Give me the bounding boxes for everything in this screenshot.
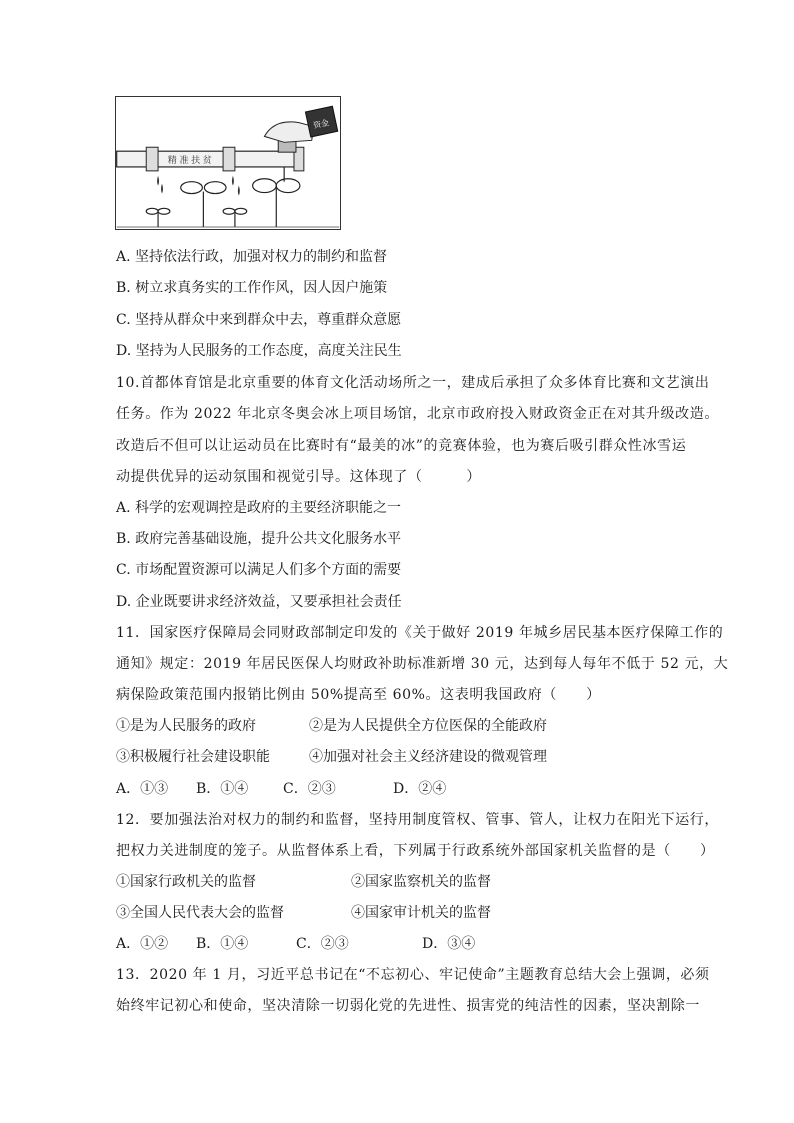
q9-option-a: A. 坚持依法行政，加强对权力的制约和监督 bbox=[116, 249, 388, 265]
q11-choice-d: D．②④ bbox=[393, 781, 447, 797]
q12-stem-line: 12．要加强法治对权力的制约和监督，坚持用制度管权、管事、管人，让权力在阳光下运行， bbox=[116, 812, 720, 828]
q9-option-d: D. 坚持为人民服务的工作态度，高度关注民生 bbox=[116, 343, 402, 359]
q12-choice-d: D．③④ bbox=[422, 936, 476, 952]
q9-option-b: B. 树立求真务实的工作作风，因人因户施策 bbox=[116, 280, 388, 296]
q10-option-c: C. 市场配置资源可以满足人们多个方面的需要 bbox=[116, 562, 402, 578]
q10-option-d: D. 企业既要讲求经济效益，又要承担社会责任 bbox=[116, 594, 402, 610]
q12-item-2: ②国家监察机关的监督 bbox=[351, 874, 491, 890]
q12-choice-a: A．①② bbox=[116, 936, 169, 952]
q12-item-4: ④国家审计机关的监督 bbox=[351, 905, 491, 921]
q11-choice-b: B．①④ bbox=[196, 781, 249, 797]
q10-option-b: B. 政府完善基础设施，提升公共文化服务水平 bbox=[116, 531, 402, 547]
bag-label: 资金 bbox=[312, 118, 330, 131]
q10-stem-line: 10.首都体育馆是北京重要的体育文化活动场所之一，建成后承担了众多体育比赛和文艺演出 bbox=[116, 375, 710, 391]
q10-stem-line: 动提供优异的运动氛围和视觉引导。这体现了（ ） bbox=[116, 469, 481, 485]
q11-stem-line: 11．国家医疗保障局会同财政部制定印发的《关于做好 2019 年城乡居民基本医疗保障工作的 bbox=[116, 625, 724, 641]
q11-item-1: ①是为人民服务的政府 bbox=[116, 718, 256, 734]
q10-stem-line: 改造后不但可以让运动员在比赛时有“最美的冰”的竞赛体验，也为赛后吸引群众性冰雪运 bbox=[116, 438, 687, 454]
q11-stem-line: 病保险政策范围内报销比例由 50%提高至 60%。这表明我国政府（ ） bbox=[116, 687, 601, 703]
q11-choice-c: C．②③ bbox=[283, 781, 336, 797]
q12-item-1: ①国家行政机关的监督 bbox=[116, 874, 256, 890]
q12-choice-c: C．②③ bbox=[296, 936, 349, 952]
q10-stem-line: 任务。作为 2022 年北京冬奥会冰上项目场馆，北京市政府投入财政资金正在对其升级改造。 bbox=[116, 406, 719, 422]
q11-choice-a: A．①③ bbox=[116, 781, 169, 797]
q10-option-a: A. 科学的宏观调控是政府的主要经济职能之一 bbox=[116, 500, 402, 516]
q11-stem-line: 通知》规定：2019 年居民医保人均财政补助标准新增 30 元，达到每人每年不低于 52 元，大 bbox=[116, 656, 729, 672]
q12-choice-b: B．①④ bbox=[196, 936, 249, 952]
q9-option-c: C. 坚持从群众中来到群众中去，尊重群众意愿 bbox=[116, 312, 402, 328]
q13-stem-line: 13．2020 年 1 月，习近平总书记在“不忘初心、牢记使命”主题教育总结大会上强调，必须 bbox=[116, 967, 710, 983]
q11-item-2: ②是为人民提供全方位医保的全能政府 bbox=[309, 718, 547, 734]
q11-item-3: ③积极履行社会建设职能 bbox=[116, 749, 270, 765]
q12-item-3: ③全国人民代表大会的监督 bbox=[116, 905, 284, 921]
q12-stem-line: 把权力关进制度的笼子。从监督体系上看，下列属于行政系统外部国家机关监督的是（ ） bbox=[116, 843, 715, 859]
cartoon-illustration bbox=[115, 96, 341, 230]
pipe-label: 精 准 扶 贫 bbox=[167, 156, 212, 166]
q11-item-4: ④加强对社会主义经济建设的微观管理 bbox=[309, 749, 547, 765]
q13-stem-line: 始终牢记初心和使命，坚决清除一切弱化党的先进性、损害党的纯洁性的因素，坚决割除一 bbox=[116, 998, 700, 1014]
